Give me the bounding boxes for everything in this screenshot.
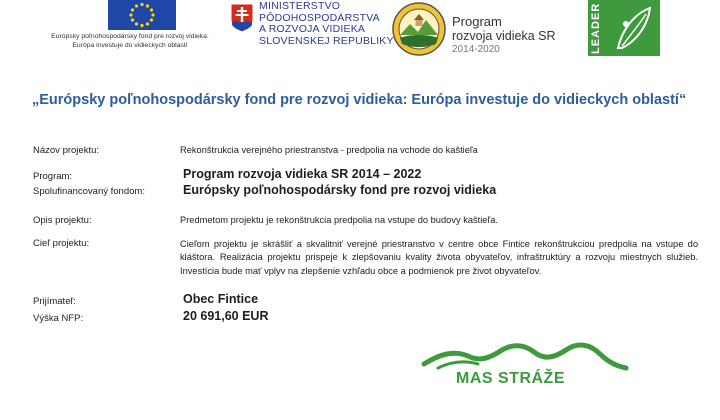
leaf-icon bbox=[588, 0, 660, 56]
leader-text: LEADER bbox=[590, 2, 602, 54]
goal-value: Cieľom projektu je skrášliť a skvalitniť verejné priestranstvo v centre obce Fintice rekonštrukciou predpolia na vstupe do kláštora. Realizácia projektu prispeje k zlepšovaniu kvality života obyvateľov, infraštruktúry a rozvoju miestnych služieb. Investícia bude mať vplyv na zlepšenie vzhľadu obce a podmienok pre život obyvateľov. bbox=[180, 239, 698, 276]
project-name-value: Rekonštrukcia verejného priestranstva - predpolia na vchode do kaštieľa bbox=[180, 145, 478, 155]
mas-straze-logo bbox=[420, 338, 630, 418]
fund-label: Spolufinancovaný fondom: bbox=[33, 186, 145, 197]
program-label: Program: bbox=[33, 171, 73, 182]
recipient-label: Prijímateľ: bbox=[33, 296, 76, 307]
nfp-value: 20 691,60 EUR bbox=[183, 309, 269, 323]
goal-label: Cieľ projektu: bbox=[33, 238, 90, 249]
program-value: Program rozvoja vidieka SR 2014 – 2022 bbox=[183, 167, 422, 181]
ministry-line: MINISTERSTVO bbox=[259, 0, 341, 12]
ministry-name bbox=[259, 1, 394, 47]
eu-logo-block bbox=[30, 0, 230, 55]
ministry-logo-block bbox=[230, 0, 394, 60]
eu-flag-icon bbox=[108, 0, 176, 30]
logo-strip bbox=[0, 0, 720, 62]
fund-value: Európsky poľnohospodársky fond pre rozvoj vidieka bbox=[183, 183, 497, 197]
nfp-label: Výška NFP: bbox=[33, 313, 84, 324]
prv-subtitle: rozvoja vidieka SR bbox=[452, 29, 556, 43]
leader-logo bbox=[588, 0, 660, 56]
prv-logo-block bbox=[392, 2, 572, 58]
prv-years: 2014-2020 bbox=[452, 44, 500, 55]
ministry-line: SLOVENSKEJ REPUBLIKY bbox=[259, 34, 394, 47]
eu-caption-line2: Európa investuje do vidieckych oblastí bbox=[72, 42, 188, 49]
prv-title: Program bbox=[452, 14, 502, 29]
eu-caption-line1: Európsky poľnohospodársky fond pre rozvoj vidieka: bbox=[51, 33, 209, 40]
slovak-crest-icon bbox=[230, 3, 254, 33]
project-name-label: Názov projektu: bbox=[33, 145, 100, 156]
page-headline: „Európsky poľnohospodársky fond pre rozvoj vidieka: Európa investuje do vidieckych oblastí“ bbox=[32, 92, 687, 108]
rural-program-badge-icon bbox=[392, 2, 446, 56]
mas-straze-text: MAS STRÁŽE bbox=[456, 370, 565, 387]
description-value: Predmetom projektu je rekonštrukcia predpolia na vstupe do budovy kaštieľa. bbox=[180, 215, 498, 225]
recipient-value: Obec Fintice bbox=[183, 292, 259, 306]
description-label: Opis projektu: bbox=[33, 215, 92, 226]
ministry-line: A ROZVOJA VIDIEKA bbox=[259, 23, 366, 36]
ministry-line: PÔDOHOSPODÁRSTVA bbox=[259, 11, 380, 24]
